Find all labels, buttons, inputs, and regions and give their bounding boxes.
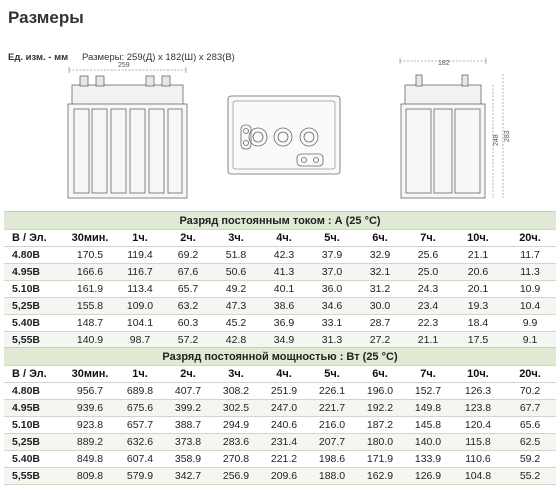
current-table-caption: Разряд постоянным током : А (25 °C) xyxy=(4,212,556,230)
value-cell: 17.5 xyxy=(452,332,504,349)
value-cell: 133.9 xyxy=(404,451,452,468)
voltage-cell: 4.95В xyxy=(4,400,64,417)
value-cell: 49.2 xyxy=(212,281,260,298)
value-cell: 247.0 xyxy=(260,400,308,417)
column-header: 20ч. xyxy=(504,230,556,247)
column-header: 5ч. xyxy=(308,366,356,383)
value-cell: 579.9 xyxy=(116,468,164,485)
value-cell: 38.6 xyxy=(260,298,308,315)
table-row xyxy=(4,298,556,315)
table-row xyxy=(4,434,556,451)
value-cell: 18.4 xyxy=(452,315,504,332)
value-cell: 221.7 xyxy=(308,400,356,417)
value-cell: 358.9 xyxy=(164,451,212,468)
front-view-drawing xyxy=(68,67,187,198)
value-cell: 98.7 xyxy=(116,332,164,349)
voltage-cell: 4.80В xyxy=(4,247,64,264)
value-cell: 20.1 xyxy=(452,281,504,298)
column-header: 30мин. xyxy=(64,230,116,247)
value-cell: 21.1 xyxy=(404,332,452,349)
unit-label: Ед. изм. - мм xyxy=(8,52,69,63)
table-header-row xyxy=(4,366,556,383)
voltage-cell: 5,25В xyxy=(4,434,64,451)
value-cell: 20.6 xyxy=(452,264,504,281)
value-cell: 171.9 xyxy=(356,451,404,468)
table-row xyxy=(4,451,556,468)
column-header: 4ч. xyxy=(260,230,308,247)
value-cell: 148.7 xyxy=(64,315,116,332)
value-cell: 923.8 xyxy=(64,417,116,434)
value-cell: 187.2 xyxy=(356,417,404,434)
value-cell: 809.8 xyxy=(64,468,116,485)
column-header: В / Эл. xyxy=(4,230,64,247)
column-header: 5ч. xyxy=(308,230,356,247)
value-cell: 9.1 xyxy=(504,332,556,349)
value-cell: 67.7 xyxy=(504,400,556,417)
height-dim-label-248: 248 xyxy=(493,134,500,146)
constant-current-table xyxy=(4,211,556,349)
column-header: 10ч. xyxy=(452,230,504,247)
voltage-cell: 5.40В xyxy=(4,451,64,468)
value-cell: 149.8 xyxy=(404,400,452,417)
value-cell: 221.2 xyxy=(260,451,308,468)
value-cell: 270.8 xyxy=(212,451,260,468)
value-cell: 115.8 xyxy=(452,434,504,451)
value-cell: 152.7 xyxy=(404,383,452,400)
value-cell: 216.0 xyxy=(308,417,356,434)
table-row xyxy=(4,417,556,434)
value-cell: 37.9 xyxy=(308,247,356,264)
value-cell: 60.3 xyxy=(164,315,212,332)
side-view-drawing xyxy=(400,58,503,198)
value-cell: 240.6 xyxy=(260,417,308,434)
value-cell: 120.4 xyxy=(452,417,504,434)
value-cell: 632.6 xyxy=(116,434,164,451)
value-cell: 19.3 xyxy=(452,298,504,315)
table-row xyxy=(4,315,556,332)
value-cell: 689.8 xyxy=(116,383,164,400)
value-cell: 294.9 xyxy=(212,417,260,434)
voltage-cell: 5,55В xyxy=(4,332,64,349)
power-table-caption: Разряд постоянной мощностью : Вт (25 °C) xyxy=(4,348,556,366)
value-cell: 161.9 xyxy=(64,281,116,298)
value-cell: 27.2 xyxy=(356,332,404,349)
value-cell: 283.6 xyxy=(212,434,260,451)
value-cell: 198.6 xyxy=(308,451,356,468)
value-cell: 45.2 xyxy=(212,315,260,332)
value-cell: 32.1 xyxy=(356,264,404,281)
value-cell: 308.2 xyxy=(212,383,260,400)
value-cell: 188.0 xyxy=(308,468,356,485)
value-cell: 373.8 xyxy=(164,434,212,451)
column-header: 6ч. xyxy=(356,230,404,247)
value-cell: 675.6 xyxy=(116,400,164,417)
value-cell: 30.0 xyxy=(356,298,404,315)
value-cell: 31.2 xyxy=(356,281,404,298)
column-header: 1ч. xyxy=(116,366,164,383)
value-cell: 607.4 xyxy=(116,451,164,468)
value-cell: 70.2 xyxy=(504,383,556,400)
value-cell: 407.7 xyxy=(164,383,212,400)
voltage-cell: 5,25В xyxy=(4,298,64,315)
value-cell: 33.1 xyxy=(308,315,356,332)
value-cell: 28.7 xyxy=(356,315,404,332)
value-cell: 59.2 xyxy=(504,451,556,468)
height-dim-label-283: 283 xyxy=(504,130,511,142)
value-cell: 180.0 xyxy=(356,434,404,451)
value-cell: 11.7 xyxy=(504,247,556,264)
value-cell: 170.5 xyxy=(64,247,116,264)
column-header: В / Эл. xyxy=(4,366,64,383)
value-cell: 126.3 xyxy=(452,383,504,400)
value-cell: 140.9 xyxy=(64,332,116,349)
table-row xyxy=(4,264,556,281)
value-cell: 40.1 xyxy=(260,281,308,298)
voltage-cell: 4.80В xyxy=(4,383,64,400)
value-cell: 10.9 xyxy=(504,281,556,298)
value-cell: 22.3 xyxy=(404,315,452,332)
column-header: 30мин. xyxy=(64,366,116,383)
value-cell: 207.7 xyxy=(308,434,356,451)
value-cell: 10.4 xyxy=(504,298,556,315)
value-cell: 50.6 xyxy=(212,264,260,281)
column-header: 7ч. xyxy=(404,230,452,247)
column-header: 3ч. xyxy=(212,366,260,383)
value-cell: 302.5 xyxy=(212,400,260,417)
table-row xyxy=(4,332,556,349)
value-cell: 65.7 xyxy=(164,281,212,298)
column-header: 20ч. xyxy=(504,366,556,383)
voltage-cell: 4.95В xyxy=(4,264,64,281)
value-cell: 109.0 xyxy=(116,298,164,315)
value-cell: 25.6 xyxy=(404,247,452,264)
length-dim-label: 259 xyxy=(118,62,130,69)
column-header: 2ч. xyxy=(164,366,212,383)
value-cell: 25.0 xyxy=(404,264,452,281)
width-dim-label: 182 xyxy=(438,60,450,67)
value-cell: 657.7 xyxy=(116,417,164,434)
value-cell: 226.1 xyxy=(308,383,356,400)
value-cell: 11.3 xyxy=(504,264,556,281)
value-cell: 251.9 xyxy=(260,383,308,400)
value-cell: 51.8 xyxy=(212,247,260,264)
table-row xyxy=(4,468,556,485)
value-cell: 155.8 xyxy=(64,298,116,315)
value-cell: 162.9 xyxy=(356,468,404,485)
value-cell: 209.6 xyxy=(260,468,308,485)
table-row xyxy=(4,383,556,400)
value-cell: 342.7 xyxy=(164,468,212,485)
value-cell: 63.2 xyxy=(164,298,212,315)
table-row xyxy=(4,400,556,417)
value-cell: 956.7 xyxy=(64,383,116,400)
value-cell: 65.6 xyxy=(504,417,556,434)
page-title: Размеры xyxy=(8,8,84,27)
top-view-drawing xyxy=(228,96,340,174)
value-cell: 62.5 xyxy=(504,434,556,451)
value-cell: 41.3 xyxy=(260,264,308,281)
value-cell: 145.8 xyxy=(404,417,452,434)
value-cell: 388.7 xyxy=(164,417,212,434)
value-cell: 256.9 xyxy=(212,468,260,485)
table-header-row xyxy=(4,230,556,247)
voltage-cell: 5.10В xyxy=(4,417,64,434)
value-cell: 32.9 xyxy=(356,247,404,264)
column-header: 1ч. xyxy=(116,230,164,247)
value-cell: 104.8 xyxy=(452,468,504,485)
column-header: 6ч. xyxy=(356,366,404,383)
value-cell: 37.0 xyxy=(308,264,356,281)
value-cell: 31.3 xyxy=(308,332,356,349)
value-cell: 42.3 xyxy=(260,247,308,264)
dimensions-text: Размеры: 259(Д) х 182(Ш) х 283(В) xyxy=(82,52,235,63)
value-cell: 9.9 xyxy=(504,315,556,332)
value-cell: 24.3 xyxy=(404,281,452,298)
column-header: 2ч. xyxy=(164,230,212,247)
value-cell: 399.2 xyxy=(164,400,212,417)
column-header: 4ч. xyxy=(260,366,308,383)
value-cell: 36.9 xyxy=(260,315,308,332)
value-cell: 123.8 xyxy=(452,400,504,417)
value-cell: 36.0 xyxy=(308,281,356,298)
value-cell: 126.9 xyxy=(404,468,452,485)
value-cell: 116.7 xyxy=(116,264,164,281)
voltage-cell: 5.40В xyxy=(4,315,64,332)
constant-power-table xyxy=(4,347,556,485)
value-cell: 166.6 xyxy=(64,264,116,281)
value-cell: 113.4 xyxy=(116,281,164,298)
value-cell: 889.2 xyxy=(64,434,116,451)
value-cell: 140.0 xyxy=(404,434,452,451)
value-cell: 69.2 xyxy=(164,247,212,264)
column-header: 10ч. xyxy=(452,366,504,383)
battery-drawings xyxy=(0,58,560,206)
value-cell: 67.6 xyxy=(164,264,212,281)
column-header: 3ч. xyxy=(212,230,260,247)
value-cell: 104.1 xyxy=(116,315,164,332)
value-cell: 34.6 xyxy=(308,298,356,315)
value-cell: 55.2 xyxy=(504,468,556,485)
value-cell: 196.0 xyxy=(356,383,404,400)
voltage-cell: 5.10В xyxy=(4,281,64,298)
value-cell: 231.4 xyxy=(260,434,308,451)
value-cell: 57.2 xyxy=(164,332,212,349)
value-cell: 849.8 xyxy=(64,451,116,468)
value-cell: 42.8 xyxy=(212,332,260,349)
column-header: 7ч. xyxy=(404,366,452,383)
table-row xyxy=(4,247,556,264)
value-cell: 21.1 xyxy=(452,247,504,264)
value-cell: 34.9 xyxy=(260,332,308,349)
value-cell: 47.3 xyxy=(212,298,260,315)
table-row xyxy=(4,281,556,298)
value-cell: 192.2 xyxy=(356,400,404,417)
value-cell: 110.6 xyxy=(452,451,504,468)
value-cell: 939.6 xyxy=(64,400,116,417)
value-cell: 23.4 xyxy=(404,298,452,315)
voltage-cell: 5,55В xyxy=(4,468,64,485)
value-cell: 119.4 xyxy=(116,247,164,264)
